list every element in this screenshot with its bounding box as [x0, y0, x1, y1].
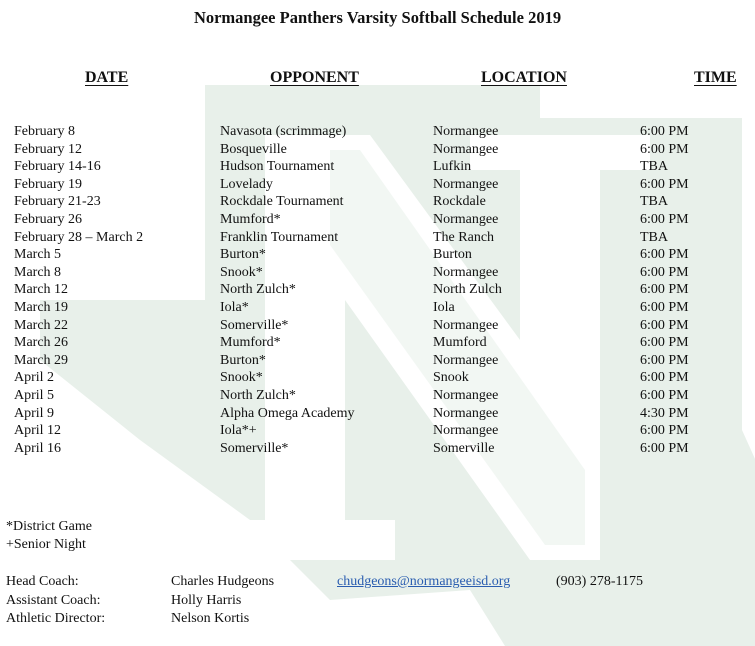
game-opponent: Franklin Tournament [220, 229, 339, 245]
staff-role: Athletic Director: [6, 611, 106, 626]
game-time: 6:00 PM [640, 423, 689, 439]
game-location: Mumford [433, 335, 487, 351]
game-opponent: Somerville* [220, 440, 289, 456]
game-opponent: Somerville* [220, 317, 289, 333]
game-opponent: Snook* [220, 264, 263, 280]
game-opponent: Navasota (scrimmage) [220, 124, 347, 139]
game-opponent: Lovelady [220, 176, 273, 192]
game-location: Normangee [433, 423, 499, 439]
game-date: February 21-23 [14, 194, 101, 210]
game-time: 6:00 PM [640, 352, 689, 368]
game-time: 6:00 PM [640, 299, 689, 315]
game-time: 4:30 PM [640, 405, 689, 421]
game-date: March 8 [14, 264, 62, 280]
date-column-header: DATE [85, 69, 129, 86]
game-date: March 26 [14, 335, 69, 351]
game-time: 6:00 PM [640, 247, 689, 263]
game-date: March 29 [14, 352, 69, 368]
game-opponent: Hudson Tournament [220, 159, 335, 175]
game-location: Normangee [433, 264, 499, 280]
game-opponent: Burton* [220, 352, 266, 368]
game-location: Normangee [433, 352, 499, 368]
table-row [0, 299, 755, 317]
senior-night-note: +Senior Night [6, 537, 86, 552]
staff-name: Charles Hudgeons [171, 574, 275, 589]
staff-role: Assistant Coach: [6, 592, 101, 608]
phone-number: (903) 278-1175 [556, 574, 643, 589]
game-date: March 5 [14, 247, 62, 263]
table-row [0, 123, 755, 141]
game-time: TBA [640, 194, 668, 210]
staff-role: Head Coach: [6, 574, 79, 589]
game-date: February 26 [14, 211, 83, 227]
game-location: Normangee [433, 141, 499, 157]
game-opponent: North Zulch* [220, 282, 296, 298]
game-opponent: Iola* [220, 299, 249, 315]
game-location: Iola [433, 299, 455, 315]
game-date: March 22 [14, 317, 69, 333]
game-location: Lufkin [433, 159, 472, 175]
game-time: TBA [640, 229, 668, 245]
time-column-header: TIME [694, 69, 737, 86]
email-link[interactable]: chudgeons@normangeeisd.org [337, 574, 511, 589]
game-location: Snook [433, 370, 469, 386]
staff-contacts [0, 573, 755, 629]
game-date: April 12 [14, 423, 62, 439]
game-time: 6:00 PM [640, 264, 689, 280]
game-location: Burton [433, 247, 472, 263]
game-time: 6:00 PM [640, 387, 689, 403]
table-row [0, 317, 755, 335]
staff-row [0, 573, 755, 592]
game-date: April 9 [14, 405, 55, 421]
game-time: TBA [640, 159, 668, 175]
game-opponent: Rockdale Tournament [220, 194, 344, 210]
game-time: 6:00 PM [640, 124, 689, 139]
table-row [0, 352, 755, 370]
game-opponent: Mumford* [220, 211, 281, 227]
table-row [0, 405, 755, 423]
game-location: The Ranch [433, 229, 495, 245]
table-row [0, 334, 755, 352]
game-location: North Zulch [433, 282, 502, 298]
game-time: 6:00 PM [640, 176, 689, 192]
location-column-header: LOCATION [481, 69, 567, 86]
game-opponent: North Zulch* [220, 387, 296, 403]
staff-name: Holly Harris [171, 592, 242, 608]
opponent-column-header: OPPONENT [270, 69, 359, 86]
table-row [0, 440, 755, 458]
table-row [0, 141, 755, 159]
game-date: April 2 [14, 370, 55, 386]
page-title: Normangee Panthers Varsity Softball Schedule 2019 [193, 8, 562, 27]
game-opponent: Bosqueville [220, 141, 287, 157]
game-opponent: Burton* [220, 247, 266, 263]
game-time: 6:00 PM [640, 440, 689, 456]
game-date: February 12 [14, 141, 83, 157]
game-date: February 8 [14, 124, 76, 139]
game-opponent: Mumford* [220, 335, 281, 351]
table-row [0, 211, 755, 229]
game-date: March 12 [14, 282, 69, 298]
game-date: April 16 [14, 440, 62, 456]
game-time: 6:00 PM [640, 211, 689, 227]
table-row [0, 246, 755, 264]
game-location: Normangee [433, 211, 499, 227]
district-game-note: *District Game [6, 519, 92, 534]
game-time: 6:00 PM [640, 317, 689, 333]
table-row [0, 229, 755, 247]
game-location: Normangee [433, 387, 499, 403]
game-location: Normangee [433, 176, 499, 192]
game-opponent: Iola*+ [220, 423, 257, 439]
staff-row [0, 592, 755, 611]
game-location: Somerville [433, 440, 495, 456]
schedule-table [0, 123, 755, 457]
game-location: Normangee [433, 317, 499, 333]
game-location: Rockdale [433, 194, 486, 210]
table-row [0, 369, 755, 387]
game-date: March 19 [14, 299, 69, 315]
staff-name: Nelson Kortis [171, 611, 250, 626]
table-row [0, 281, 755, 299]
game-date: April 5 [14, 387, 55, 403]
game-time: 6:00 PM [640, 335, 689, 351]
game-location: Normangee [433, 405, 499, 421]
table-row [0, 387, 755, 405]
table-row [0, 422, 755, 440]
staff-row [0, 610, 755, 629]
game-time: 6:00 PM [640, 141, 689, 157]
game-date: February 28 – March 2 [14, 229, 144, 245]
game-opponent: Snook* [220, 370, 263, 386]
table-row [0, 264, 755, 282]
game-date: February 14-16 [14, 159, 101, 175]
table-row [0, 176, 755, 194]
table-row [0, 193, 755, 211]
table-row [0, 158, 755, 176]
game-date: February 19 [14, 176, 83, 192]
game-time: 6:00 PM [640, 370, 689, 386]
game-location: Normangee [433, 124, 499, 139]
game-time: 6:00 PM [640, 282, 689, 298]
game-opponent: Alpha Omega Academy [220, 405, 355, 421]
